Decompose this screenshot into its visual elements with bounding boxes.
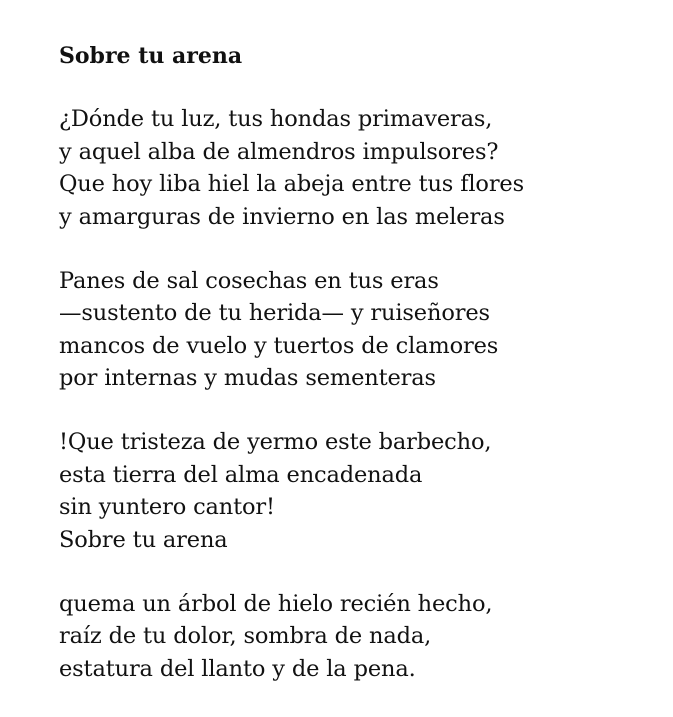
poem-line: ¿Dónde tu luz, tus hondas primaveras, (59, 106, 493, 132)
poem-line: Panes de sal cosechas en tus eras (59, 267, 439, 294)
poem-line: y aquel alba de almendros impulsores? (59, 138, 499, 165)
stanza-4 (59, 588, 659, 686)
poem-line: raíz de tu dolor, sombra de nada, (59, 623, 432, 649)
poem-line: —sustento de tu herida— y ruiseñores (59, 300, 490, 326)
poem-line: y amarguras de invierno en las meleras (59, 203, 505, 230)
poem-line: mancos de vuelo y tuertos de clamores (59, 332, 499, 359)
poem-line: Que hoy liba hiel la abeja entre tus flores (59, 171, 524, 197)
poem-line: quema un árbol de hielo recién hecho, (59, 590, 493, 617)
poem-line: sin yuntero cantor! (59, 494, 275, 520)
poem-title: Sobre tu arena (59, 43, 243, 69)
poem-line: por internas y mudas sementeras (59, 365, 436, 391)
stanza-2 (59, 265, 659, 395)
poem-line: estatura del llanto y de la pena. (59, 655, 416, 682)
stanza-3 (59, 426, 659, 556)
poem-line: !Que tristeza de yermo este barbecho, (59, 429, 492, 455)
poem-document (59, 40, 659, 717)
poem-line: esta tierra del alma encadenada (59, 461, 423, 488)
poem-line: Sobre tu arena (59, 526, 228, 553)
stanza-1 (59, 103, 659, 233)
